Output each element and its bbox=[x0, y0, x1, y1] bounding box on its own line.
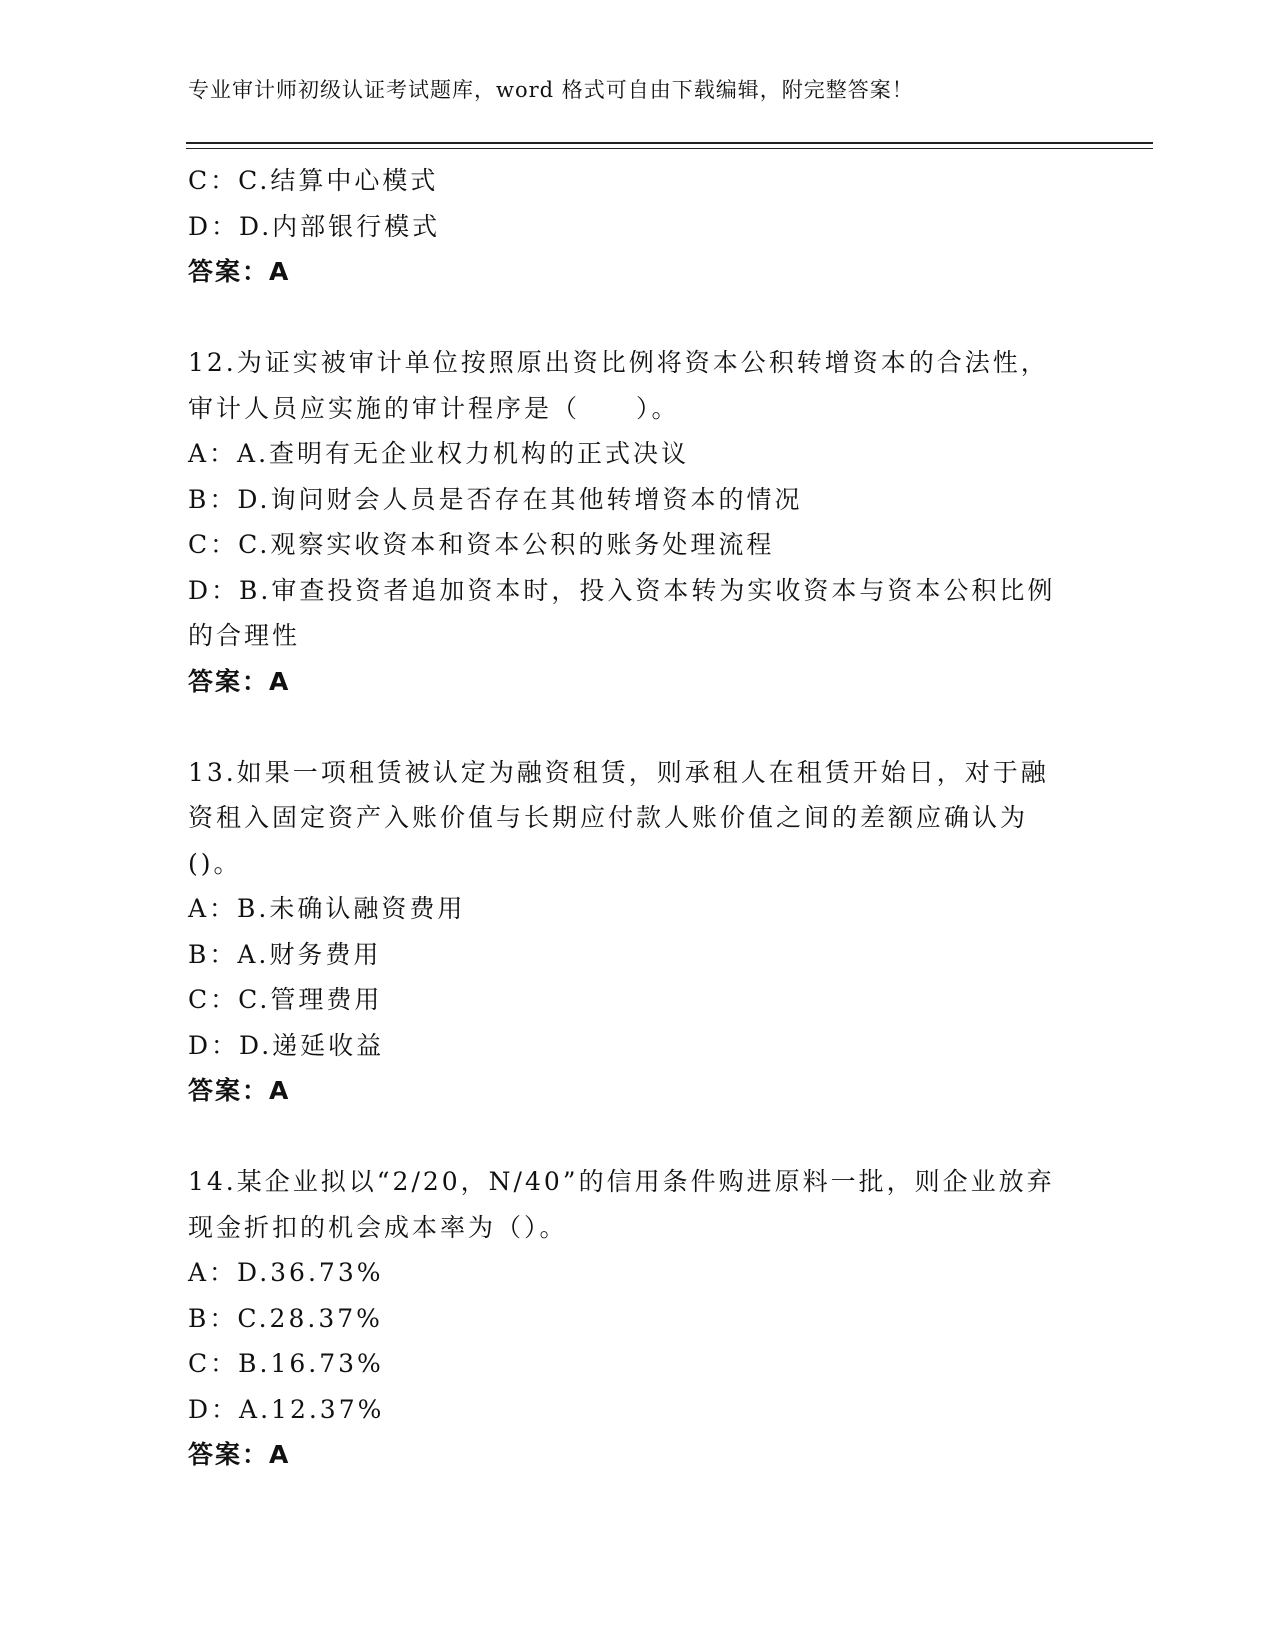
option-d: D：D.递延收益 bbox=[188, 1030, 385, 1060]
question-12 bbox=[188, 340, 1088, 704]
option-b: B：D.询问财会人员是否存在其他转增资本的情况 bbox=[188, 484, 803, 514]
question-stem: ()。 bbox=[188, 848, 242, 878]
question-13 bbox=[188, 750, 1088, 1114]
header-rule-thin bbox=[186, 148, 1153, 149]
option-b: B：A.财务费用 bbox=[188, 939, 382, 969]
question-stem: 13.如果一项租赁被认定为融资租赁，则承租人在租赁开始日，对于融 bbox=[188, 757, 1049, 787]
option-a: A：D.36.73% bbox=[188, 1258, 384, 1287]
answer-label: 答案：A bbox=[188, 257, 291, 286]
question-stem: 资租入固定资产入账价值与长期应付款人账价值之间的差额应确认为 bbox=[188, 803, 1029, 832]
answer-label: 答案：A bbox=[188, 1076, 291, 1105]
question-stem: 12.为证实被审计单位按照原出资比例将资本公积转增资本的合法性， bbox=[188, 348, 1049, 377]
spacer bbox=[188, 1114, 1088, 1160]
question-14 bbox=[188, 1159, 1088, 1478]
option-b: B：C.28.37% bbox=[188, 1303, 383, 1333]
document-body bbox=[188, 158, 1088, 1478]
option-d: D：D.内部银行模式 bbox=[188, 211, 441, 241]
option-d-continued: 的合理性 bbox=[188, 621, 301, 650]
question-11-tail bbox=[188, 158, 1088, 295]
page-header: 专业审计师初级认证考试题库，word 格式可自由下载编辑，附完整答案！ bbox=[188, 78, 914, 102]
option-d: D：A.12.37% bbox=[188, 1394, 385, 1424]
spacer bbox=[188, 704, 1088, 750]
answer-label: 答案：A bbox=[188, 666, 291, 696]
question-stem: 现金折扣的机会成本率为（）。 bbox=[188, 1212, 568, 1242]
option-d: D：B.审查投资者追加资本时，投入资本转为实收资本与资本公积比例 bbox=[188, 575, 1056, 605]
spacer bbox=[188, 295, 1088, 341]
question-stem: 审计人员应实施的审计程序是（ ）。 bbox=[188, 393, 680, 423]
option-a: A：A.查明有无企业权力机构的正式决议 bbox=[188, 439, 690, 468]
answer-label: 答案：A bbox=[188, 1440, 291, 1469]
header-rule-thick bbox=[186, 142, 1153, 144]
question-stem: 14.某企业拟以“2/20，N/40”的信用条件购进原料一批，则企业放弃 bbox=[188, 1167, 1055, 1196]
option-a: A：B.未确认融资费用 bbox=[188, 894, 466, 923]
option-c: C：C.观察实收资本和资本公积的账务处理流程 bbox=[188, 530, 775, 559]
option-c: C：C.结算中心模式 bbox=[188, 166, 439, 195]
option-c: C：B.16.73% bbox=[188, 1349, 384, 1378]
option-c: C：C.管理费用 bbox=[188, 985, 383, 1014]
